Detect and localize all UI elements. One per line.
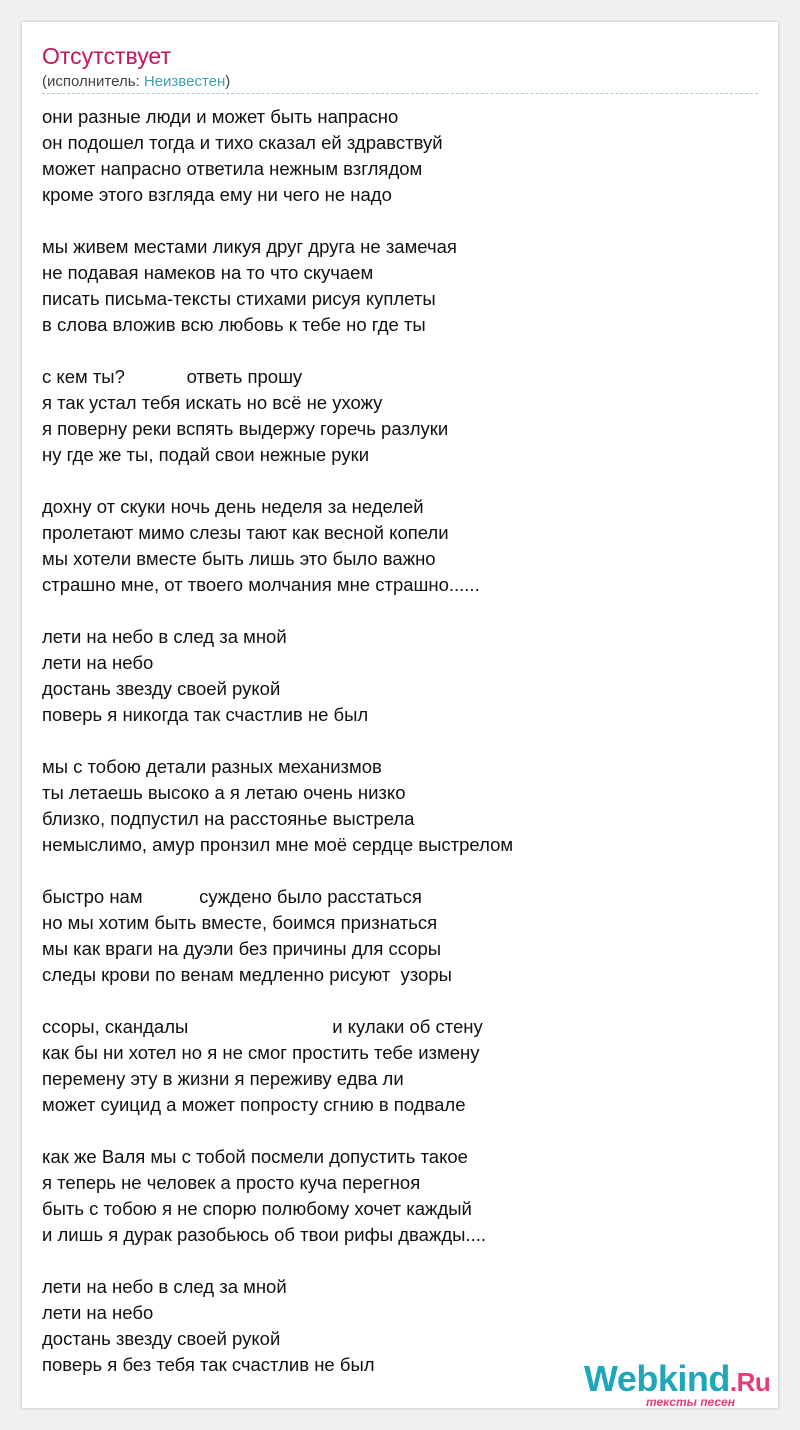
- lyric-line: следы крови по венам медленно рисуют узоры: [42, 964, 452, 985]
- lyric-line: лети на небо: [42, 1302, 154, 1323]
- lyric-line: лети на небо в след за мной: [42, 1276, 287, 1297]
- lyric-line: лети на небо в след за мной: [42, 626, 287, 647]
- lyric-line: с кем ты? ответь прошу: [42, 366, 303, 387]
- lyric-stanza-break: [42, 338, 513, 364]
- logo-tagline: тексты песен: [646, 1395, 735, 1409]
- artist-prefix: (исполнитель:: [42, 73, 144, 90]
- lyric-line: страшно мне, от твоего молчания мне страшно......: [42, 574, 480, 595]
- lyric-stanza-break: [42, 598, 513, 624]
- lyric-line: я поверну реки вспять выдержу горечь разлуки: [42, 418, 449, 439]
- lyric-line: дохну от скуки ночь день неделя за неделей: [42, 496, 424, 517]
- lyric-line: но мы хотим быть вместе, боимся признаться: [42, 912, 438, 933]
- lyric-line: достань звезду своей рукой: [42, 1328, 281, 1349]
- title-divider: [42, 93, 758, 94]
- lyric-line: быть с тобою я не спорю полюбому хочет каждый: [42, 1198, 472, 1219]
- lyric-line: может суицид а может попросту сгнию в подвале: [42, 1094, 466, 1115]
- lyric-line: он подошел тогда и тихо сказал ей здравствуй: [42, 132, 443, 153]
- lyric-line: писать письма-тексты стихами рисуя куплеты: [42, 288, 436, 309]
- lyric-line: поверь я без тебя так счастлив не был: [42, 1354, 375, 1375]
- lyric-line: ты летаешь высоко а я летаю очень низко: [42, 782, 406, 803]
- lyric-line: я так устал тебя искать но всё не ухожу: [42, 392, 383, 413]
- artist-suffix: ): [225, 73, 231, 90]
- lyric-line: перемену эту в жизни я переживу едва ли: [42, 1068, 404, 1089]
- lyric-stanza-break: [42, 468, 513, 494]
- song-meta: [42, 73, 230, 91]
- lyric-line: мы как враги на дуэли без причины для ссоры: [42, 938, 442, 959]
- lyric-line: пролетают мимо слезы тают как весной копели: [42, 522, 449, 543]
- logo-tld: .Ru: [729, 1367, 771, 1397]
- lyrics-card: [22, 22, 778, 1408]
- lyric-stanza-break: [42, 1118, 513, 1144]
- artist-link[interactable]: Неизвестен: [143, 73, 226, 90]
- lyric-line: я теперь не человек а просто куча перегноя: [42, 1172, 421, 1193]
- lyric-line: быстро нам суждено было расстаться: [42, 886, 422, 907]
- lyric-line: ссоры, скандалы и кулаки об стену: [42, 1016, 483, 1037]
- lyric-line: близко, подпустил на расстоянье выстрела: [42, 808, 415, 829]
- lyric-line: как бы ни хотел но я не смог простить тебе измену: [42, 1042, 480, 1063]
- site-logo[interactable]: [584, 1359, 784, 1411]
- lyric-line: мы хотели вместе быть лишь это было важно: [42, 548, 436, 569]
- lyric-line: лети на небо: [42, 652, 154, 673]
- lyric-stanza-break: [42, 1248, 513, 1274]
- lyric-stanza-break: [42, 728, 513, 754]
- logo-name: Webkind: [584, 1358, 730, 1399]
- lyrics-text: [42, 104, 513, 1378]
- lyric-line: мы живем местами ликуя друг друга не замечая: [42, 236, 457, 257]
- lyric-line: в слова вложив всю любовь к тебе но где ты: [42, 314, 426, 335]
- lyric-line: достань звезду своей рукой: [42, 678, 281, 699]
- lyric-line: мы с тобою детали разных механизмов: [42, 756, 382, 777]
- lyric-line: как же Валя мы с тобой посмели допустить такое: [42, 1146, 468, 1167]
- lyric-line: немыслимо, амур пронзил мне моё сердце выстрелом: [42, 834, 514, 855]
- lyric-stanza-break: [42, 208, 513, 234]
- song-title: Отсутствует: [42, 43, 171, 69]
- lyric-line: не подавая намеков на то что скучаем: [42, 262, 374, 283]
- lyric-line: ну где же ты, подай свои нежные руки: [42, 444, 370, 465]
- lyric-line: и лишь я дурак разобьюсь об твои рифы дважды....: [42, 1224, 486, 1245]
- lyric-stanza-break: [42, 988, 513, 1014]
- lyric-line: может напрасно ответила нежным взглядом: [42, 158, 423, 179]
- lyric-stanza-break: [42, 858, 513, 884]
- lyric-line: поверь я никогда так счастлив не был: [42, 704, 369, 725]
- lyric-line: они разные люди и может быть напрасно: [42, 106, 399, 127]
- lyric-line: кроме этого взгляда ему ни чего не надо: [42, 184, 392, 205]
